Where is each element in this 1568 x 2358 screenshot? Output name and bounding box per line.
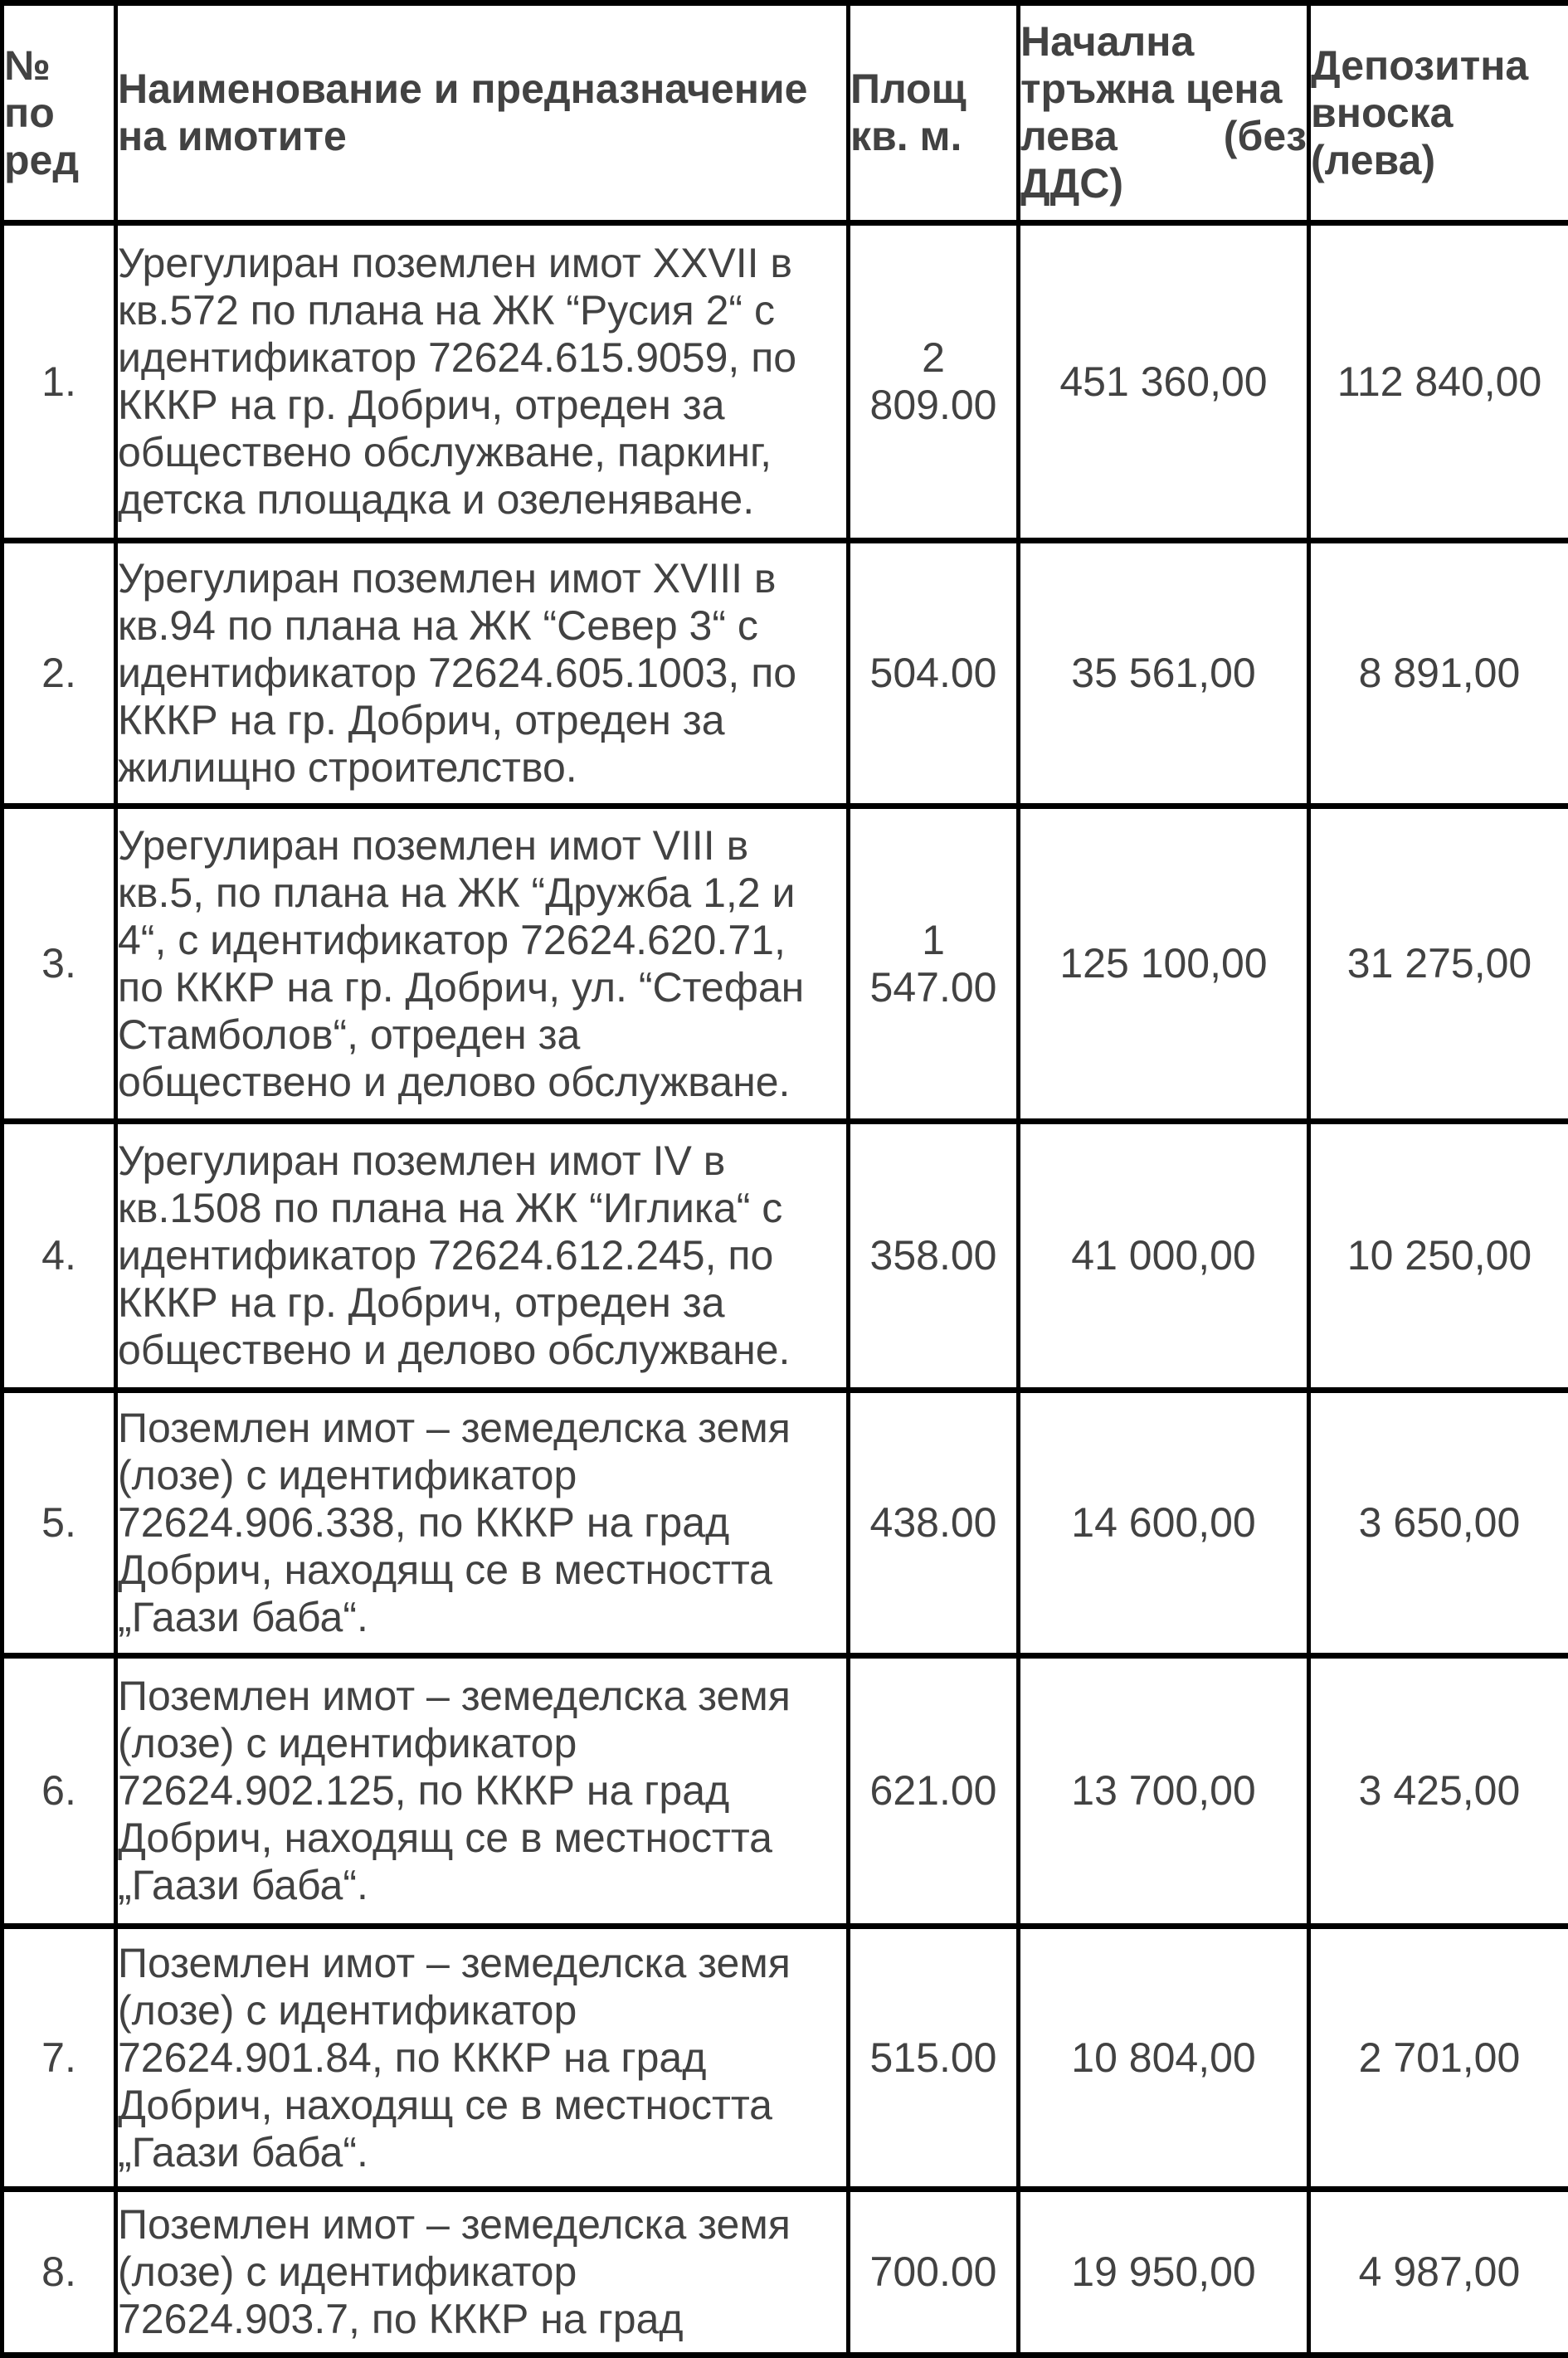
table-row bbox=[2, 806, 1568, 1122]
starting-price-cell: 35 561,00 bbox=[1019, 541, 1309, 806]
row-number-cell: 6. bbox=[2, 1656, 116, 1927]
property-description-line: идентификатор 72624.605.1003, по bbox=[118, 650, 797, 696]
area-value-line: 621.00 bbox=[869, 1767, 997, 1814]
property-description-line: 72624.903.7, по КККР на град bbox=[118, 2296, 684, 2342]
property-description-cell bbox=[116, 1927, 849, 2190]
property-description-line: „Гаази баба“. bbox=[118, 1594, 368, 1640]
property-description-line: 72624.906.338, по КККР на град bbox=[118, 1499, 730, 1546]
header-price bbox=[1019, 3, 1309, 223]
row-number-cell: 2. bbox=[2, 541, 116, 806]
property-description-line: детска площадка и озеленяване. bbox=[118, 476, 755, 523]
table-row bbox=[2, 2190, 1568, 2356]
header-price-line bbox=[1020, 113, 1307, 160]
area-cell bbox=[849, 223, 1019, 541]
property-description-line: кв.1508 по плана на ЖК “Иглика“ с bbox=[118, 1185, 783, 1231]
property-description-line: (лозе) с идентификатор bbox=[118, 2248, 577, 2295]
property-description-line: Добрич, находящ се в местността bbox=[118, 1547, 772, 1593]
property-description-line: Урегулиран поземлен имот XXVII в bbox=[118, 240, 792, 286]
table-row bbox=[2, 1391, 1568, 1656]
deposit-cell: 112 840,00 bbox=[1309, 223, 1568, 541]
header-price-line-left: лева bbox=[1020, 113, 1118, 159]
property-description-line: кв.5, по плана на ЖК “Дружба 1,2 и bbox=[118, 869, 796, 916]
area-value-line: 809.00 bbox=[869, 382, 997, 428]
deposit-cell: 10 250,00 bbox=[1309, 1122, 1568, 1391]
property-description-line: „Гаази баба“. bbox=[118, 1862, 368, 1908]
property-description-line: (лозе) с идентификатор bbox=[118, 1720, 577, 1766]
property-description-line: „Гаази баба“. bbox=[118, 2128, 368, 2175]
area-value-line: 1 bbox=[922, 916, 945, 963]
area-value-line: 515.00 bbox=[869, 2034, 997, 2081]
property-description-line: Поземлен имот – земеделска земя bbox=[118, 1939, 791, 1986]
starting-price-cell: 19 950,00 bbox=[1019, 2190, 1309, 2356]
header-area bbox=[849, 3, 1019, 223]
header-number-line: № bbox=[4, 41, 51, 89]
starting-price-cell: 10 804,00 bbox=[1019, 1927, 1309, 2190]
starting-price-cell: 14 600,00 bbox=[1019, 1391, 1309, 1656]
area-cell bbox=[849, 1927, 1019, 2190]
area-value-line: 700.00 bbox=[869, 2248, 997, 2295]
starting-price-cell: 125 100,00 bbox=[1019, 806, 1309, 1122]
property-description-line: Поземлен имот – земеделска земя bbox=[118, 1673, 791, 1719]
header-number-line: ред bbox=[4, 136, 80, 183]
table-header bbox=[2, 3, 1568, 223]
area-cell bbox=[849, 1656, 1019, 1927]
row-number-cell: 1. bbox=[2, 223, 116, 541]
property-description-cell bbox=[116, 1656, 849, 1927]
deposit-cell: 8 891,00 bbox=[1309, 541, 1568, 806]
property-description-line: 4“, с идентификатор 72624.620.71, bbox=[118, 916, 786, 963]
property-description-line: жилищно строителство. bbox=[118, 744, 577, 791]
property-description-line: обществено и делово обслужване. bbox=[118, 1058, 791, 1105]
area-value-line: 358.00 bbox=[869, 1232, 997, 1279]
area-cell bbox=[849, 1122, 1019, 1391]
header-price-line: Начална bbox=[1020, 18, 1195, 65]
deposit-cell: 4 987,00 bbox=[1309, 2190, 1568, 2356]
area-cell bbox=[849, 2190, 1019, 2356]
property-description-line: Поземлен имот – земеделска земя bbox=[118, 2201, 791, 2248]
property-description-line: Урегулиран поземлен имот IV в bbox=[118, 1138, 726, 1184]
property-description-cell bbox=[116, 1122, 849, 1391]
row-number-cell: 4. bbox=[2, 1122, 116, 1391]
property-description-line: Стамболов“, отреден за bbox=[118, 1011, 581, 1058]
deposit-cell: 31 275,00 bbox=[1309, 806, 1568, 1122]
property-description-line: Поземлен имот – земеделска земя bbox=[118, 1405, 791, 1451]
property-description-cell bbox=[116, 223, 849, 541]
property-description-cell bbox=[116, 2190, 849, 2356]
table-row bbox=[2, 541, 1568, 806]
header-name-line: Наименование и предназначение bbox=[118, 66, 808, 112]
header-number-line: по bbox=[4, 89, 55, 136]
area-cell bbox=[849, 1391, 1019, 1656]
starting-price-cell: 451 360,00 bbox=[1019, 223, 1309, 541]
property-description-line: 72624.902.125, по КККР на град bbox=[118, 1767, 730, 1814]
header-area-line: кв. м. bbox=[850, 113, 962, 159]
property-description-line: идентификатор 72624.612.245, по bbox=[118, 1232, 774, 1279]
area-cell bbox=[849, 806, 1019, 1122]
property-description-line: обществено обслужване, паркинг, bbox=[118, 429, 772, 475]
header-deposit-line: (лева) bbox=[1311, 136, 1436, 183]
property-description-line: КККР на гр. Добрич, отреден за bbox=[118, 1279, 725, 1326]
area-value-line: 438.00 bbox=[869, 1499, 997, 1546]
deposit-cell: 3 650,00 bbox=[1309, 1391, 1568, 1656]
property-description-cell bbox=[116, 806, 849, 1122]
deposit-cell: 2 701,00 bbox=[1309, 1927, 1568, 2190]
property-description-line: по КККР на гр. Добрич, ул. “Стефан bbox=[118, 963, 805, 1011]
starting-price-cell: 41 000,00 bbox=[1019, 1122, 1309, 1391]
area-value-line: 2 bbox=[922, 334, 945, 381]
row-number-cell: 8. bbox=[2, 2190, 116, 2356]
property-description-cell bbox=[116, 541, 849, 806]
table-row bbox=[2, 223, 1568, 541]
property-description-line: КККР на гр. Добрич, отреден за bbox=[118, 697, 725, 743]
header-price-line: тръжна цена bbox=[1020, 66, 1283, 112]
property-description-line: Урегулиран поземлен имот VIII в bbox=[118, 821, 749, 869]
table-row bbox=[2, 1656, 1568, 1927]
header-deposit-line: вноска bbox=[1311, 89, 1454, 136]
table-row bbox=[2, 1927, 1568, 2190]
header-area-line: Площ bbox=[850, 66, 967, 112]
header-number bbox=[2, 3, 116, 223]
header-deposit bbox=[1309, 3, 1568, 223]
table-row bbox=[2, 1122, 1568, 1391]
property-description-line: Урегулиран поземлен имот XVIII в bbox=[118, 555, 777, 602]
header-name bbox=[116, 3, 849, 223]
property-description-line: идентификатор 72624.615.9059, по bbox=[118, 334, 797, 381]
property-description-line: 72624.901.84, по КККР на град bbox=[118, 2034, 707, 2081]
property-description-line: кв.572 по плана на ЖК “Русия 2“ с bbox=[118, 287, 775, 334]
starting-price-cell: 13 700,00 bbox=[1019, 1656, 1309, 1927]
row-number-cell: 3. bbox=[2, 806, 116, 1122]
property-description-cell bbox=[116, 1391, 849, 1656]
header-price-line-right: (без bbox=[1223, 113, 1307, 159]
table-body bbox=[2, 223, 1568, 2356]
row-number-cell: 5. bbox=[2, 1391, 116, 1656]
property-description-line: Добрич, находящ се в местността bbox=[118, 2081, 772, 2128]
property-description-line: КККР на гр. Добрич, отреден за bbox=[118, 382, 725, 428]
property-description-line: обществено и делово обслужване. bbox=[118, 1327, 791, 1373]
row-number-cell: 7. bbox=[2, 1927, 116, 2190]
header-row bbox=[2, 3, 1568, 223]
deposit-cell: 3 425,00 bbox=[1309, 1656, 1568, 1927]
property-description-line: кв.94 по плана на ЖК “Север 3“ с bbox=[118, 602, 758, 649]
area-cell bbox=[849, 541, 1019, 806]
property-description-line: Добрич, находящ се в местността bbox=[118, 1815, 772, 1861]
property-description-line: (лозе) с идентификатор bbox=[118, 1452, 577, 1498]
area-value-line: 504.00 bbox=[869, 650, 997, 696]
header-price-line: ДДС) bbox=[1020, 160, 1123, 207]
property-description-line: (лозе) с идентификатор bbox=[118, 1986, 577, 2034]
area-value-line: 547.00 bbox=[869, 963, 997, 1011]
header-deposit-line: Депозитна bbox=[1311, 41, 1529, 89]
header-name-line: на имотите bbox=[118, 113, 347, 159]
